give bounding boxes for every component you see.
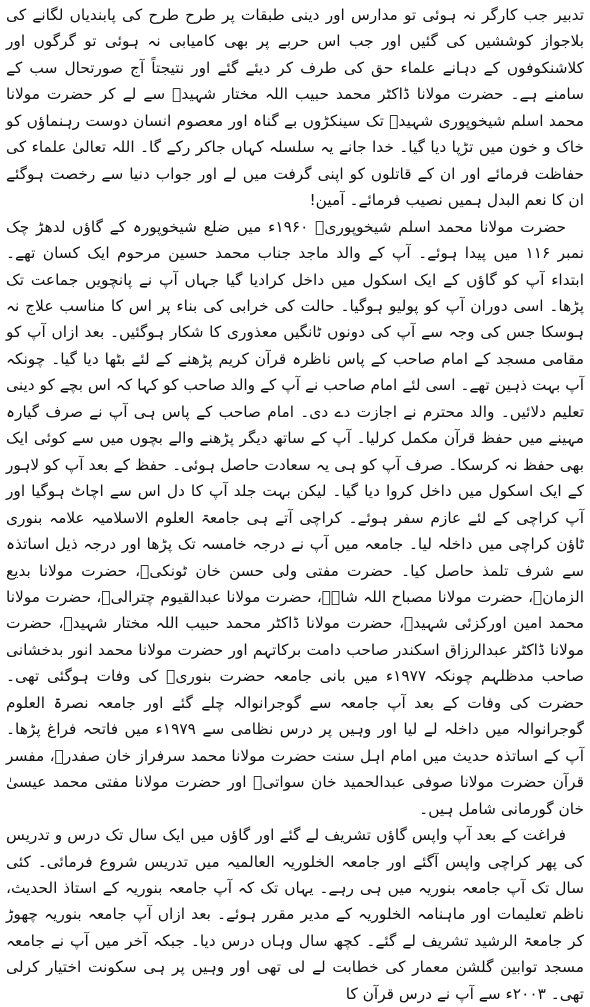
paragraph-career: فراغت کے بعد آپ واپس گاؤں تشریف لے گئے اور گاؤں میں ایک سال تک درس و تدریس کی پھر کراچی واپس آگئے اور جامعہ الخلوریہ العالمیہ میں تدریس شروع فرمائی۔ کئی سال تک آپ جامعہ بنوریہ میں ہی رہے۔ یہاں تک کہ آپ جامعہ بنوریہ کے استاذ الحدیث، ناظم تعلیمات اور ماہنامہ الخلوریہ کے مدیر مقرر ہوئے۔ بعد ازاں آپ جامعہ بنوریہ چھوڑ کر جامعۃ الرشید تشریف لے گئے۔ کچھ سال وہاں درس دیا۔ جبکہ آخر میں آپ نے جامعہ مسجد توابین گلشن معمار کی خطابت لے لی تھی اور وہیں پر ہی سکونت اختیار کرلی تھی۔ ۲۰۰۳ء سے آپ نے درس قرآن کا	[6, 826, 584, 1003]
paragraph-intro: تدبیر جب کارگر نہ ہوئی تو مدارس اور دینی طبقات پر طرح طرح کی پابندیاں لگانے کی بلاجواز کوششیں کی گئیں اور جب اس حربے پر بھی کامیابی نہ ہوئی تو گرگوں اور کلاشنکوفوں کے دہانے علماء حق کی طرف کر دیئے گئے اور نتیجتاً آج صورتحال سب کے سامنے ہے۔ حضرت مولانا ڈاکٹر محمد حبیب اللہ مختار شہیدؒ سے لے کر حضرت مولانا محمد اسلم شیخوپوری شہیدؒ تک سینکڑوں بے گناہ اور معصوم انسان دوست رہنماؤں کو خاک و خون میں تڑپا دیا گیا۔ خدا جانے یہ سلسلہ کہاں جاکر رکے گا۔ اللہ تعالیٰ علماء کی حفاظت فرمائے اور ان کے قاتلوں کو اپنی گرفت میں لے اور جواب دنیا سے رخصت ہوگئے ان کا نعم البدل ہمیں نصیب فرمائے۔ آمین!	[6, 6, 584, 210]
paragraph-biography: حضرت مولانا محمد اسلم شیخوپوریؒ ۱۹۶۰ء میں ضلع شیخوپورہ کے گاؤں لدھڑ چک نمبر ۱۱۶ میں پیدا ہوئے۔ آپ کے والد ماجد جناب محمد حسین مرحوم ایک کسان تھے۔ ابتداء آپ کو گاؤں کے ایک اسکول میں داخل کرادیا گیا جہاں آپ نے پانچویں جماعت تک پڑھا۔ اسی دوران آپ کو پولیو ہوگیا۔ حالت کی خرابی کی بناء پر اس کا مناسب علاج نہ ہوسکا جس کی وجہ سے آپ کی دونوں ٹانگیں معذوری کا شکار ہوگئیں۔ بعد ازاں آپ کو مقامی مسجد کے امام صاحب کے پاس ناظرہ قرآن کریم پڑھنے کے لئے بٹھا دیا گیا۔ چونکہ آپ بہت ذہین تھے۔ اسی لئے امام صاحب نے آپ کے والد صاحب کو کہا کہ اس بچے کو دینی تعلیم دلائیں۔ والد محترم نے اجازت دے دی۔ امام صاحب کے پاس ہی آپ نے صرف گیارہ مہینے میں حفظ قرآن مکمل کرلیا۔ آپ کے ساتھ دیگر پڑھنے والے بچوں میں سے کوئی ایک بھی حفظ نہ کرسکا۔ صرف آپ کو ہی یہ سعادت حاصل ہوئی۔ حفظ کے بعد آپ کو لاہور کے ایک اسکول میں داخل کروا دیا گیا۔ لیکن بہت جلد آپ کا دل اس سے اچاٹ ہوگیا اور آپ کراچی کے لئے عازم سفر ہوئے۔ کراچی آتے ہی جامعۃ العلوم الاسلامیہ علامہ بنوری ٹاؤن کراچی میں داخلہ لیا۔ جامعہ میں آپ نے درجہ خامسہ تک پڑھا اور درجہ ذیل اساتذہ سے شرف تلمذ حاصل کیا۔ حضرت مفتی ولی حسن خان ٹونکیؒ، حضرت مولانا بدیع الزمانؒ، حضرت مولانا مصباح اللہ شاہؒ، حضرت مولانا عبدالقیوم چترالیؒ، حضرت مولانا محمد امین اورکزئی شہیدؒ، حضرت مولانا ڈاکٹر محمد حبیب اللہ مختار شہیدؒ، حضرت مولانا ڈاکٹر عبدالرزاق اسکندر صاحب دامت برکاتہم اور حضرت مولانا محمد انور بدخشانی صاحب مدظلہم چونکہ ۱۹۷۷ء میں بانی جامعہ حضرت بنوریؒ کی وفات ہوگئی تھی۔ حضرت کی وفات کے بعد آپ جامعہ سے گوجرانوالہ چلے گئے اور جامعہ نصرۃ العلوم گوجرانوالہ میں داخلہ لے لیا اور وہیں پر درس نظامی سے ۱۹۷۹ء میں فاتحہ فراغ پڑھا۔ آپ کے اساتذہ حدیث میں امام اہل سنت حضرت مولانا محمد سرفراز خان صفدرؒ، مفسر قرآن حضرت مولانا صوفی عبدالحمید خان سواتیؒ اور حضرت مولانا مفتی محمد عیسیٰ خان گورمانی شامل ہیں۔	[6, 217, 584, 818]
